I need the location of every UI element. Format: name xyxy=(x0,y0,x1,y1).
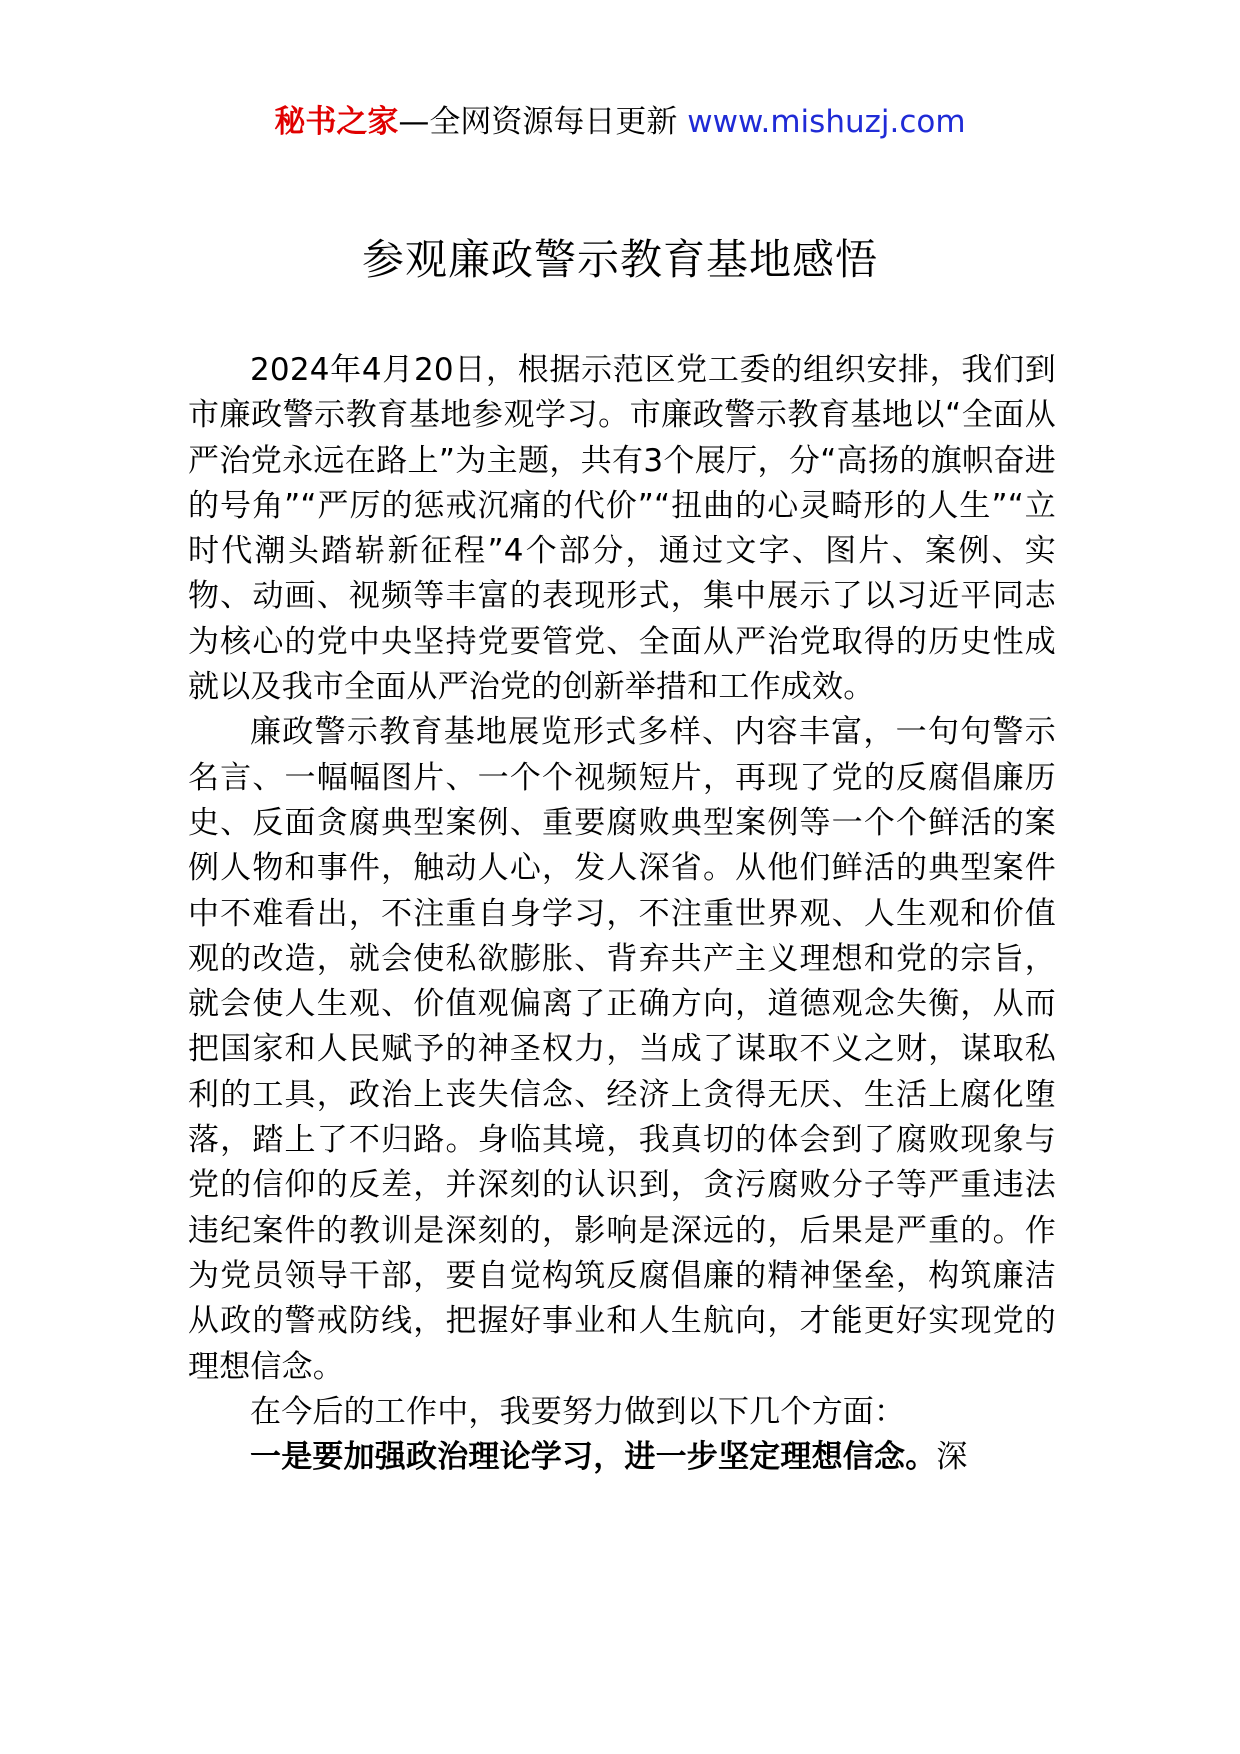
paragraph-intro: 2024年4月20日，根据示范区党工委的组织安排，我们到市廉政警示教育基地参观学习。市廉政警示教育基地以“全面从严治党永远在路上”为主题，共有3个展厅，分“高扬的旗帜奋进的号角”“严厉的惩戒沉痛的代价”“扭曲的心灵畸形的人生”“立时代潮头踏崭新征程”4个部分，通过文字、图片、案例、实物、动画、视频等丰富的表现形式，集中展示了以习近平同志为核心的党中央坚持党要管党、全面从严治党取得的历史性成就以及我市全面从严治党的创新举措和工作成效。 xyxy=(188,352,1056,706)
point-one-heading: 一是要加强政治理论学习，进一步坚定理想信念。 xyxy=(250,1439,937,1476)
site-url-link[interactable]: www.mishuzj.com xyxy=(687,104,966,140)
paragraph-reflection: 廉政警示教育基地展览形式多样、内容丰富，一句句警示名言、一幅幅图片、一个个视频短片，再现了党的反腐倡廉历史、反面贪腐典型案例、重要腐败典型案例等一个个鲜活的案例人物和事件，触动人心，发人深省。从他们鲜活的典型案件中不难看出，不注重自身学习，不注重世界观、人生观和价值观的改造，就会使私欲膨胀、背弃共产主义理想和党的宗旨，就会使人生观、价值观偏离了正确方向，道德观念失衡，从而把国家和人民赋予的神圣权力，当成了谋取不义之财，谋取私利的工具，政治上丧失信念、经济上贪得无厌、生活上腐化堕落，踏上了不归路。身临其境，我真切的体会到了腐败现象与党的信仰的反差，并深刻的认识到，贪污腐败分子等严重违法违纪案件的教训是深刻的，影响是深远的，后果是严重的。作为党员领导干部，要自觉构筑反腐倡廉的精神堡垒，构筑廉洁从政的警戒防线，把握好事业和人生航向，才能更好实现党的理想信念。 xyxy=(188,714,1056,1385)
site-header xyxy=(0,100,1240,144)
site-tagline: —全网资源每日更新 xyxy=(398,104,688,140)
point-one-text: 深 xyxy=(936,1439,968,1476)
document-body xyxy=(188,348,1056,1480)
paragraph-point-one xyxy=(188,1435,1056,1480)
paragraph-plan-intro: 在今后的工作中，我要努力做到以下几个方面： xyxy=(250,1393,906,1430)
site-brand: 秘书之家 xyxy=(274,104,399,140)
document-title: 参观廉政警示教育基地感悟 xyxy=(361,235,878,284)
